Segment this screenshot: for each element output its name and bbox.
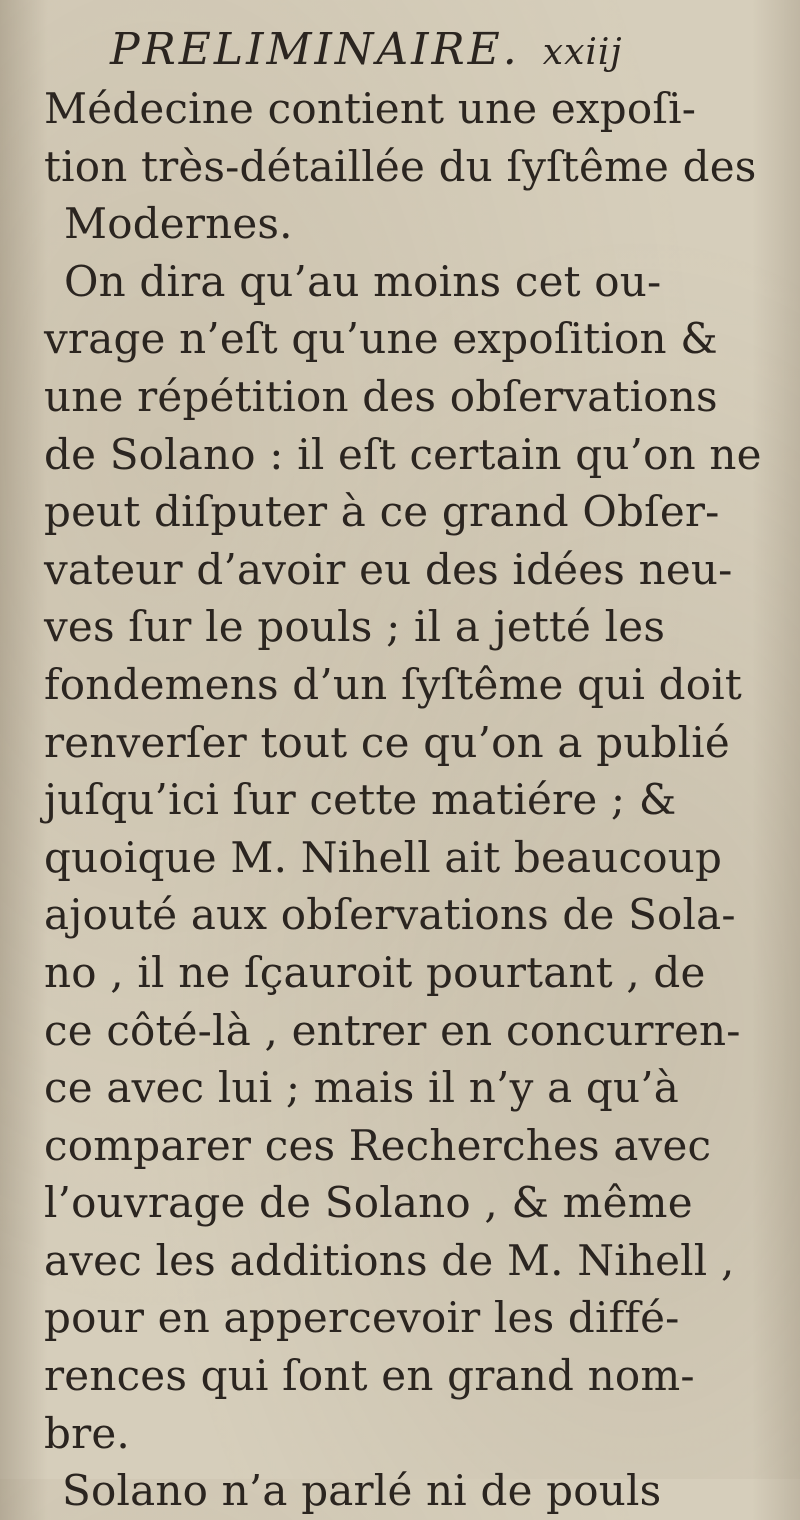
text-line: ajouté aux obſervations de Sola- bbox=[44, 890, 736, 940]
running-head-title: PRELIMINAIRE. bbox=[110, 24, 520, 75]
text-line: rences qui ſont en grand nom- bbox=[44, 1351, 695, 1401]
text-line: no , il ne ſçauroit pourtant , de bbox=[44, 947, 706, 997]
page-number: xxiij bbox=[542, 32, 623, 73]
text-line: l’ouvrage de Solano , & même bbox=[44, 1178, 693, 1228]
text-line: quoique M. Nihell ait beaucoup bbox=[44, 832, 723, 882]
text-line: fondemens d’un ſyſtême qui doit bbox=[44, 659, 742, 709]
text-line: Modernes. bbox=[64, 199, 293, 249]
text-line: bre. bbox=[44, 1408, 130, 1458]
text-line: ce avec lui ; mais il n’y a qu’à bbox=[44, 1063, 680, 1113]
body-text bbox=[44, 80, 784, 1520]
text-line: vateur d’avoir eu des idées neu- bbox=[44, 544, 733, 594]
text-line: ce côté-là , entrer en concurren- bbox=[44, 1005, 741, 1055]
text-line: une répétition des obſervations bbox=[44, 371, 718, 421]
text-line: tion très-détaillée du ſyſtême des bbox=[44, 141, 757, 191]
text-line: juſqu’ici ſur cette matiére ; & bbox=[44, 775, 677, 825]
text-line: ves ſur le pouls ; il a jetté les bbox=[44, 602, 666, 652]
text-line: peut diſputer à ce grand Obſer- bbox=[44, 487, 720, 537]
text-line: pour en appercevoir les diffé- bbox=[44, 1293, 680, 1343]
paragraph-start-line: On dira qu’au moins cet ou- bbox=[64, 256, 662, 306]
text-line: avec les additions de M. Nihell , bbox=[44, 1235, 735, 1285]
running-head bbox=[110, 22, 750, 78]
text-line: de Solano : il eſt certain qu’on ne bbox=[44, 429, 762, 479]
text-line: comparer ces Recherches avec bbox=[44, 1120, 712, 1170]
text-line: vrage n’eſt qu’une expoſition & bbox=[44, 314, 718, 364]
text-line: Médecine contient une expoſi- bbox=[44, 84, 697, 133]
paragraph-start-line: Solano n’a parlé ni de pouls bbox=[62, 1466, 662, 1516]
text-line: renverſer tout ce qu’on a publié bbox=[44, 717, 730, 767]
